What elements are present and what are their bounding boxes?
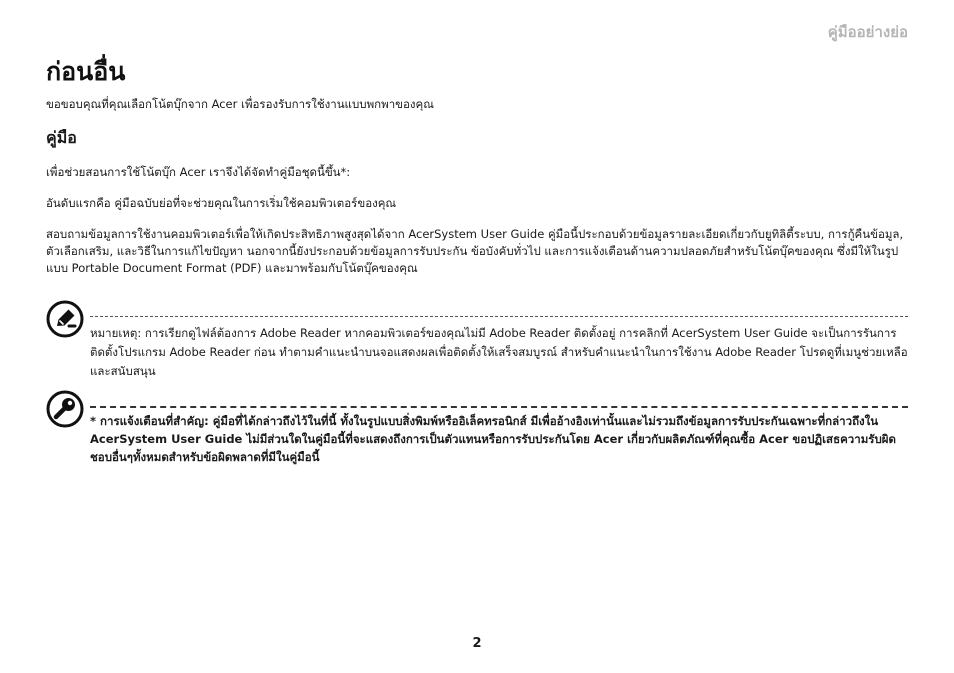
section-heading: คู่มือ xyxy=(46,128,77,147)
note-icon xyxy=(46,300,84,338)
warning-divider xyxy=(90,406,908,408)
note-text: หมายเหตุ: การเรียกดูไฟล์ต้องการ Adobe Reader หากคอมพิวเตอร์ของคุณไม่มี Adobe Reader ติดตั้งอยู่ การคลิกที่ AcerSystem User Guide จะเป็นการรันการติดตั้งโปรแกรม Adobe Reader ก่อน ทำตามคำแนะนำบนจอแสดงผลเพื่อติดตั้งให้เสร็จสมบูรณ์ สำหรับคำแนะนำในการใช้งาน Adobe Reader โปรดดูที่เมนูช่วยเหลือและสนับสนุน xyxy=(90,326,908,378)
intro-paragraph: ขอขอบคุณที่คุณเลือกโน้ตบุ๊กจาก Acer เพื่อรองรับการใช้งานแบบพกพาของคุณ xyxy=(46,97,434,111)
page-number: 2 xyxy=(472,636,482,651)
page-title: ก่อนอื่น xyxy=(46,57,126,86)
body-paragraph-3: สอบถามข้อมูลการใช้งานคอมพิวเตอร์เพื่อให้เกิดประสิทธิภาพสูงสุดได้จาก AcerSystem User Guide คู่มือนี้ประกอบด้วยข้อมูลรายละเอียดเกี่ยวกับยูทิลิตี้ระบบ, การกู้คืนข้อมูล, ตัวเลือกเสริม, และวิธีในการแก้ไขปัญหา นอกจากนี้ยังประกอบด้วยข้อมูลการรับประกัน ข้อบังคับทั่วไป และการแจ้งเตือนด้านความปลอดภัยสำหรับโน้ตบุ๊คของคุณ ซึ่งมีให้ในรูปแบบ Portable Document Format (PDF) และมาพร้อมกับโน้ตบุ๊คของคุณ xyxy=(46,227,904,275)
warning-icon xyxy=(46,390,84,428)
body-paragraph-2: อันดับแรกคือ คู่มือฉบับย่อที่จะช่วยคุณในการเริ่มใช้คอมพิวเตอร์ของคุณ xyxy=(46,196,397,210)
note-divider xyxy=(90,316,908,317)
header-label: คู่มืออย่างย่อ xyxy=(827,23,908,41)
body-paragraph-1: เพื่อช่วยสอนการใช้โน้ตบุ๊ก Acer เราจึงได้จัดทำคู่มือชุดนี้ขึ้น*: xyxy=(46,165,351,179)
warning-text: * การแจ้งเตือนที่สำคัญ: คู่มือที่ได้กล่าวถึงไว้ในที่นี้ ทั้งในรูปแบบสิ่งพิมพ์หรืออิเล็คทรอนิกส์ มีเพื่ออ้างอิงเท่านั้นและไม่รวมถึงข้อมูลการรับประกันเฉพาะที่กล่าวถึงใน AcerSystem User Guide ไม่มีส่วนใดในคู่มือนี้ที่จะแสดงถึงการเป็นตัวแทนหรือการรับประกันโดย Acer เกี่ยวกับผลิตภัณฑ์ที่คุณซื้อ Acer ขอปฏิเสธความรับผิดชอบอื่นๆทั้งหมดสำหรับข้อผิดพลาดที่มีในคู่มือนี้ xyxy=(90,414,896,464)
